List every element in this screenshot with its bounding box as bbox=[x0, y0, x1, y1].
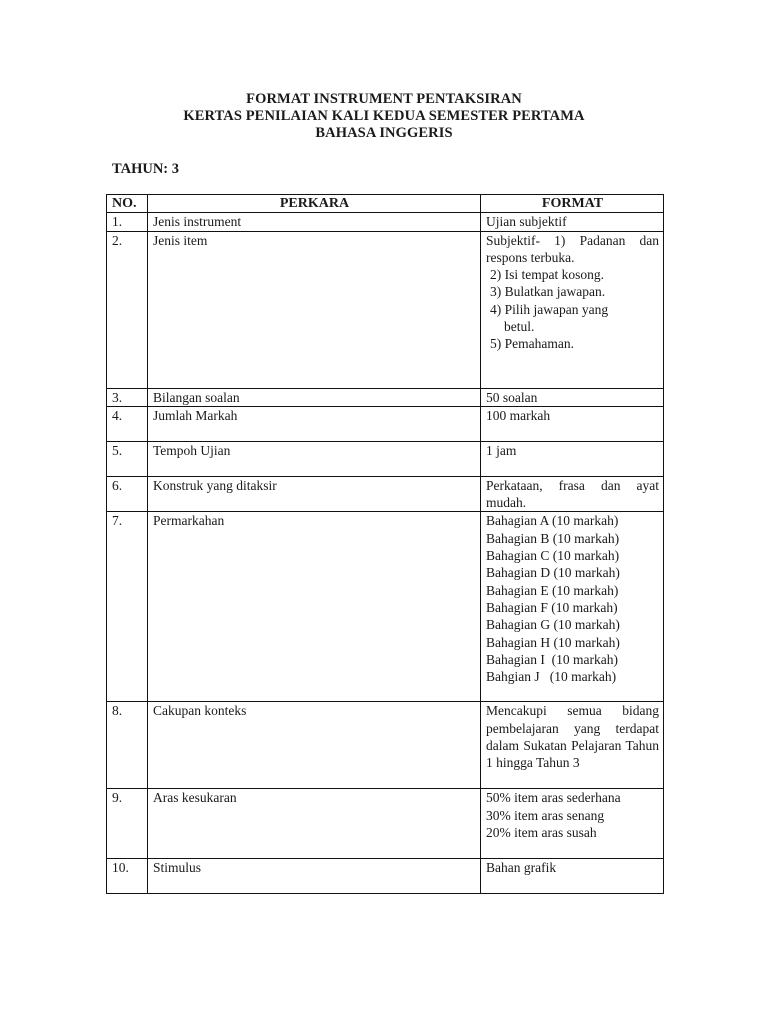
row-number: 3. bbox=[107, 388, 148, 406]
format-line: Bahagian D (10 markah) bbox=[486, 565, 620, 581]
row-item: Bilangan soalan bbox=[148, 388, 481, 406]
format-line: Bahagian I (10 markah) bbox=[486, 651, 618, 667]
format-line: 2) Isi tempat kosong. bbox=[490, 267, 604, 283]
table-row bbox=[107, 789, 664, 859]
row-item: Jumlah Markah bbox=[148, 406, 481, 441]
assessment-format-table bbox=[106, 194, 664, 894]
table-row bbox=[107, 213, 664, 231]
row-number: 10. bbox=[107, 859, 148, 894]
format-line: Bahan grafik bbox=[486, 860, 557, 876]
format-line: 3) Bulatkan jawapan. bbox=[490, 284, 606, 300]
format-line: 4) Pilih jawapan yang bbox=[490, 301, 609, 317]
table-row bbox=[107, 512, 664, 702]
document-title-line-1: FORMAT INSTRUMENT PENTAKSIRAN bbox=[246, 91, 522, 107]
row-number: 6. bbox=[107, 476, 148, 512]
table-row bbox=[107, 231, 664, 388]
format-line: 20% item aras susah bbox=[486, 825, 597, 841]
row-number: 2. bbox=[107, 231, 148, 388]
row-item: Jenis item bbox=[148, 231, 481, 388]
row-format bbox=[481, 859, 664, 894]
table-header-row bbox=[107, 195, 664, 213]
row-number: 8. bbox=[107, 702, 148, 789]
format-line: Bahagian G (10 markah) bbox=[486, 617, 620, 633]
format-line: Subjektif- 1) Padanan dan respons terbuka. bbox=[486, 232, 659, 265]
format-line: Bahagian B (10 markah) bbox=[486, 530, 620, 546]
row-format bbox=[481, 476, 664, 512]
row-format bbox=[481, 406, 664, 441]
row-format bbox=[481, 702, 664, 789]
row-item: Permarkahan bbox=[148, 512, 481, 702]
row-item: Jenis instrument bbox=[148, 213, 481, 231]
row-number: 4. bbox=[107, 406, 148, 441]
format-line: Bahgian J (10 markah) bbox=[486, 669, 617, 685]
table-row bbox=[107, 859, 664, 894]
row-format bbox=[481, 441, 664, 476]
table-row bbox=[107, 441, 664, 476]
format-line: Bahagian A (10 markah) bbox=[486, 513, 619, 529]
row-item: Cakupan konteks bbox=[148, 702, 481, 789]
row-item: Aras kesukaran bbox=[148, 789, 481, 859]
table-row bbox=[107, 476, 664, 512]
format-line: Bahagian F (10 markah) bbox=[486, 599, 618, 615]
row-item: Konstruk yang ditaksir bbox=[148, 476, 481, 512]
row-number: 9. bbox=[107, 789, 148, 859]
table-row bbox=[107, 702, 664, 789]
format-line: Ujian subjektif bbox=[486, 214, 567, 230]
format-line: 30% item aras senang bbox=[486, 807, 605, 823]
header-no: NO. bbox=[107, 195, 148, 213]
header-format: FORMAT bbox=[481, 195, 664, 213]
row-format bbox=[481, 789, 664, 859]
format-line: 1 jam bbox=[486, 442, 517, 458]
format-line: 50% item aras sederhana bbox=[486, 790, 621, 806]
format-line: Mencakupi semua bidang pembelajaran yang terdapat dalam Sukatan Pelajaran Tahun 1 hingga Tahun 3 bbox=[486, 703, 659, 771]
row-item: Tempoh Ujian bbox=[148, 441, 481, 476]
format-line: Perkataan, frasa dan ayat mudah. bbox=[486, 477, 659, 511]
row-item: Stimulus bbox=[148, 859, 481, 894]
format-line: Bahagian C (10 markah) bbox=[486, 548, 620, 564]
format-line: betul. bbox=[504, 319, 535, 335]
format-line: 50 soalan bbox=[486, 389, 538, 405]
format-line: 100 markah bbox=[486, 407, 551, 423]
header-perkara: PERKARA bbox=[148, 195, 481, 213]
table-row bbox=[107, 406, 664, 441]
document-title-line-2: KERTAS PENILAIAN KALI KEDUA SEMESTER PERTAMA bbox=[183, 108, 585, 124]
row-format bbox=[481, 388, 664, 406]
format-line: Bahagian E (10 markah) bbox=[486, 582, 619, 598]
format-line: Bahagian H (10 markah) bbox=[486, 634, 620, 650]
year-label: TAHUN: 3 bbox=[112, 161, 179, 177]
row-number: 5. bbox=[107, 441, 148, 476]
row-format bbox=[481, 231, 664, 388]
table-row bbox=[107, 388, 664, 406]
row-format bbox=[481, 213, 664, 231]
row-number: 1. bbox=[107, 213, 148, 231]
format-line: 5) Pemahaman. bbox=[490, 336, 574, 352]
document-title-line-3: BAHASA INGGERIS bbox=[315, 125, 453, 141]
row-number: 7. bbox=[107, 512, 148, 702]
row-format bbox=[481, 512, 664, 702]
